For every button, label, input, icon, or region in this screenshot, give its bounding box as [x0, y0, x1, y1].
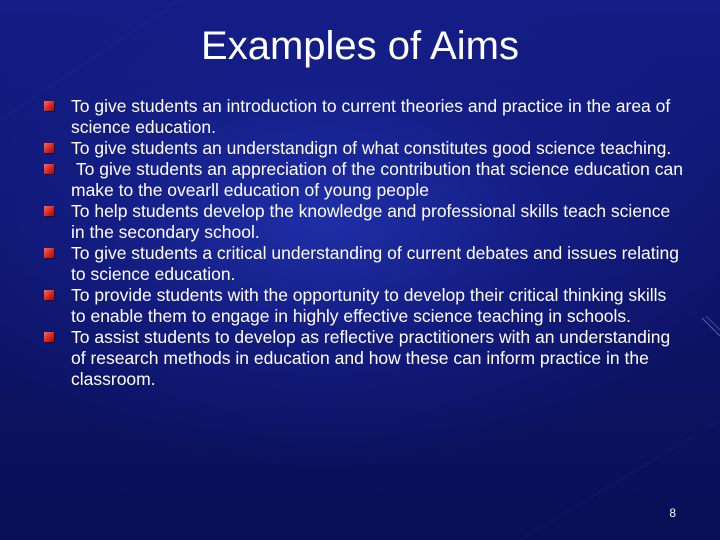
bullet-square-icon	[44, 206, 54, 216]
slide-title: Examples of Aims	[201, 24, 519, 68]
bullet-text: To provide students with the opportunity to develop their critical thinking skills to enable them to engage in highly effective science teaching in schools.	[71, 285, 667, 326]
bullet-text: To give students a critical understanding of current debates and issues relating to science education.	[71, 243, 679, 284]
aims-list	[44, 96, 688, 390]
bullet-square-icon	[44, 332, 54, 342]
bullet-square-icon	[44, 164, 54, 174]
bullet-square-icon	[44, 290, 54, 300]
page-number: 8	[669, 506, 676, 520]
bullet-square-icon	[44, 101, 54, 111]
list-item	[44, 138, 684, 159]
list-item	[44, 285, 684, 327]
bullet-text: To give students an introduction to current theories and practice in the area of science education.	[71, 96, 671, 137]
bullet-text: To assist students to develop as reflective practitioners with an understanding of research methods in education and how these can inform practice in the classroom.	[71, 327, 671, 389]
bullet-text: To help students develop the knowledge and professional skills teach science in the secondary school.	[71, 201, 671, 242]
list-item	[44, 327, 684, 390]
bullet-text: To give students an understandign of what constitutes good science teaching.	[71, 138, 672, 158]
bullet-square-icon	[44, 248, 54, 258]
bullet-text: To give students an appreciation of the contribution that science education can make to the ovearll education of young people	[71, 159, 688, 200]
list-item	[44, 243, 684, 285]
bullet-square-icon	[44, 143, 54, 153]
list-item	[44, 201, 684, 243]
list-item	[44, 159, 688, 201]
list-item	[44, 96, 684, 138]
